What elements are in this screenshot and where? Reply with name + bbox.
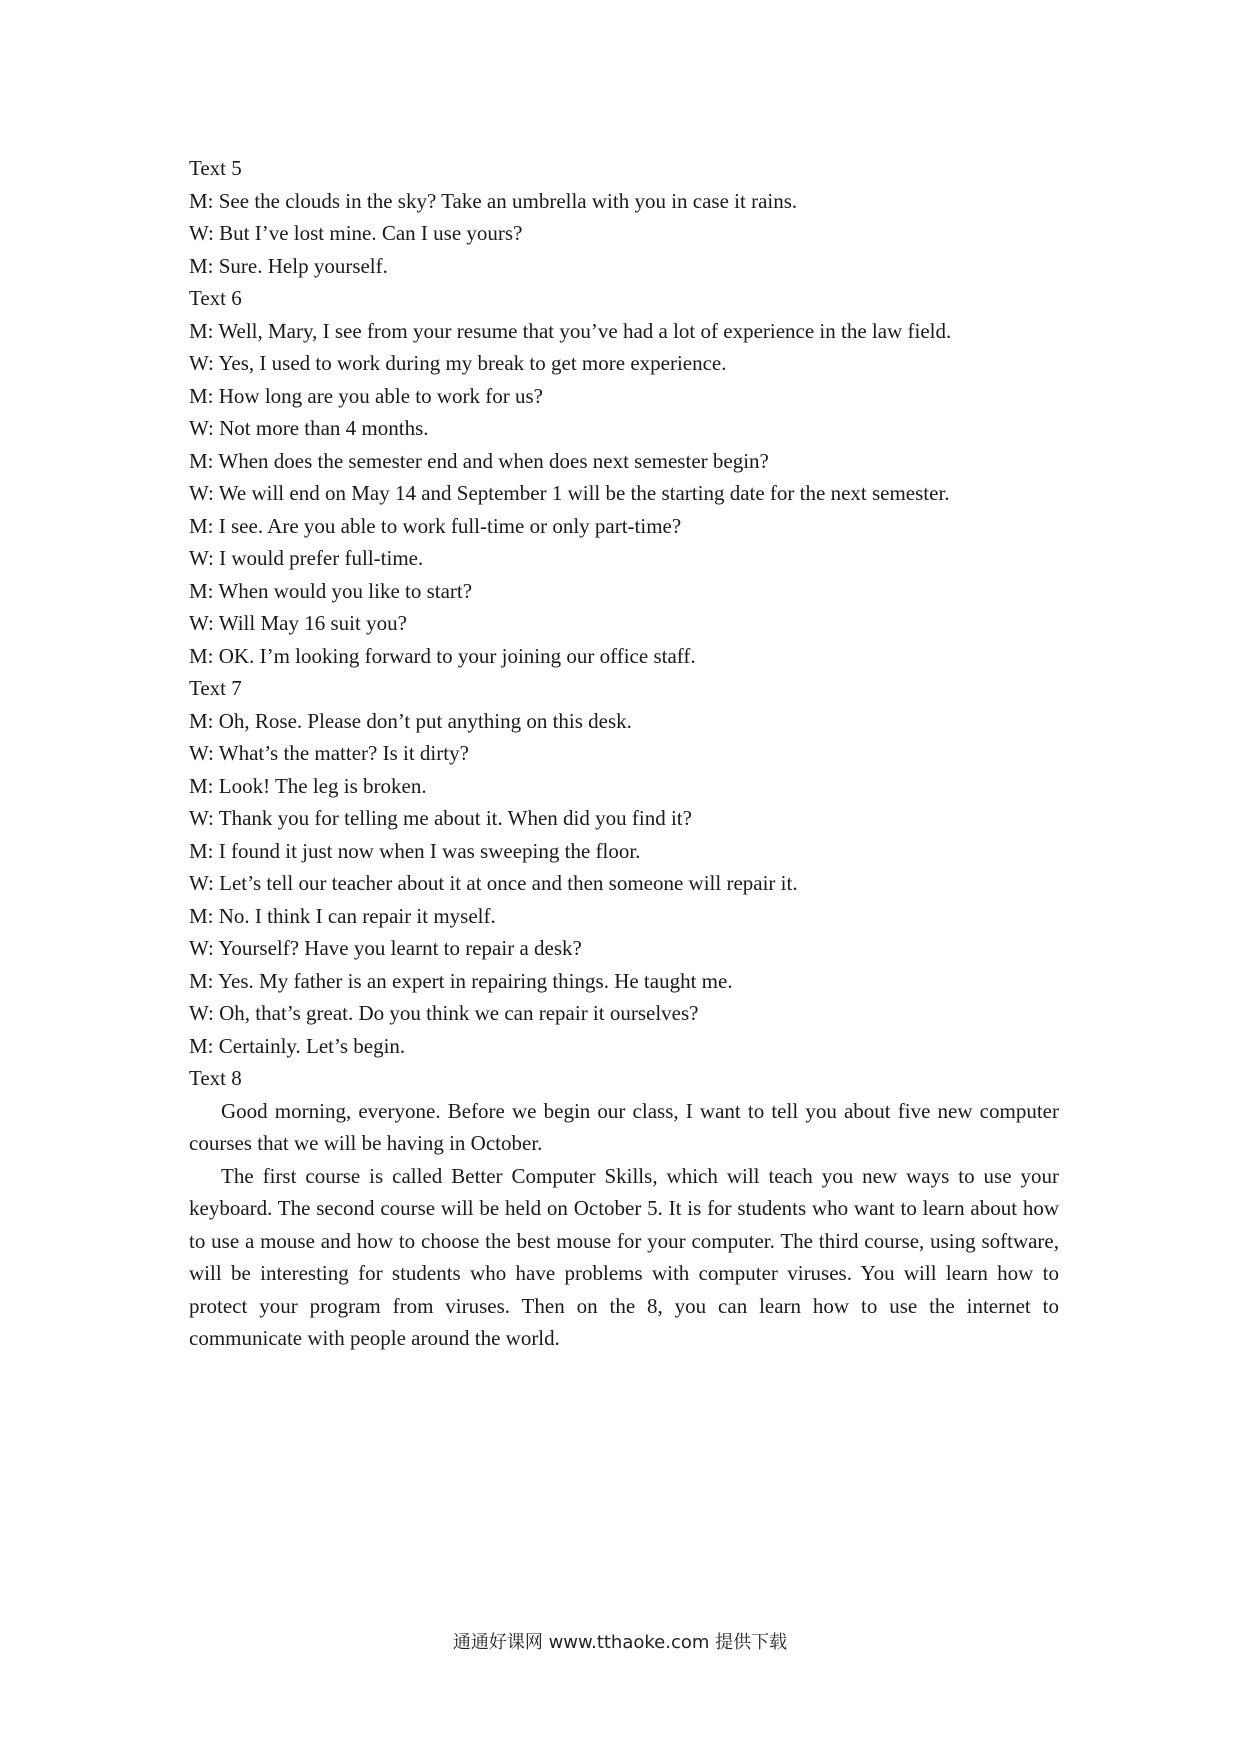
section-heading-text-7: Text 7 bbox=[189, 676, 242, 700]
dialogue-line: M: Sure. Help yourself. bbox=[189, 253, 388, 278]
dialogue-line: W: But I’ve lost mine. Can I use yours? bbox=[189, 221, 523, 245]
dialogue-line: M: Oh, Rose. Please don’t put anything on this desk. bbox=[189, 708, 632, 733]
dialogue-line: M: I found it just now when I was sweeping the floor. bbox=[189, 838, 641, 863]
dialogue-line: W: Thank you for telling me about it. When did you find it? bbox=[189, 806, 692, 830]
dialogue-line: W: Yes, I used to work during my break to get more experience. bbox=[189, 351, 727, 375]
page-footer: 通通好课网 www.tthaoke.com 提供下载 bbox=[452, 1632, 788, 1653]
dialogue-line: M: Well, Mary, I see from your resume that you’ve had a lot of experience in the law field. bbox=[189, 318, 952, 343]
monologue-paragraph: Good morning, everyone. Before we begin our class, I want to tell you about five new computer courses that we will be having in October. bbox=[189, 1098, 1059, 1155]
monologue-paragraph: The first course is called Better Computer Skills, which will teach you new ways to use your keyboard. The second course will be held on October 5. It is for students who want to learn about how to use a mouse and how to choose the best mouse for your computer. The third course, using software, will be interesting for students who have problems with computer viruses. You will learn how to protect your program from viruses. Then on the 8, you can learn how to use the internet to communicate with people around the world. bbox=[189, 1163, 1059, 1350]
dialogue-line: M: When would you like to start? bbox=[189, 578, 473, 603]
dialogue-line: M: How long are you able to work for us? bbox=[189, 383, 544, 408]
dialogue-line: M: No. I think I can repair it myself. bbox=[189, 903, 496, 928]
dialogue-line: W: Yourself? Have you learnt to repair a desk? bbox=[189, 936, 582, 960]
dialogue-line: M: See the clouds in the sky? Take an umbrella with you in case it rains. bbox=[189, 188, 798, 213]
dialogue-line: M: Yes. My father is an expert in repairing things. He taught me. bbox=[189, 968, 733, 993]
dialogue-line: M: Look! The leg is broken. bbox=[189, 773, 427, 798]
dialogue-line: M: Certainly. Let’s begin. bbox=[189, 1033, 406, 1058]
section-heading-text-6: Text 6 bbox=[189, 286, 242, 310]
dialogue-line: W: What’s the matter? Is it dirty? bbox=[189, 741, 469, 765]
dialogue-line: W: Oh, that’s great. Do you think we can repair it ourselves? bbox=[189, 1001, 699, 1025]
dialogue-line: M: When does the semester end and when does next semester begin? bbox=[189, 448, 769, 473]
dialogue-line: W: Let’s tell our teacher about it at once and then someone will repair it. bbox=[189, 871, 798, 895]
document-body bbox=[189, 152, 1059, 1355]
dialogue-line: W: We will end on May 14 and September 1 will be the starting date for the next semester. bbox=[189, 481, 950, 505]
dialogue-line: M: I see. Are you able to work full-time or only part-time? bbox=[189, 513, 682, 538]
dialogue-line: W: Not more than 4 months. bbox=[189, 416, 429, 440]
dialogue-line: M: OK. I’m looking forward to your joining our office staff. bbox=[189, 643, 696, 668]
dialogue-line: W: Will May 16 suit you? bbox=[189, 611, 407, 635]
section-heading-text-5: Text 5 bbox=[189, 156, 242, 180]
section-heading-text-8: Text 8 bbox=[189, 1066, 242, 1090]
dialogue-line: W: I would prefer full-time. bbox=[189, 546, 424, 570]
